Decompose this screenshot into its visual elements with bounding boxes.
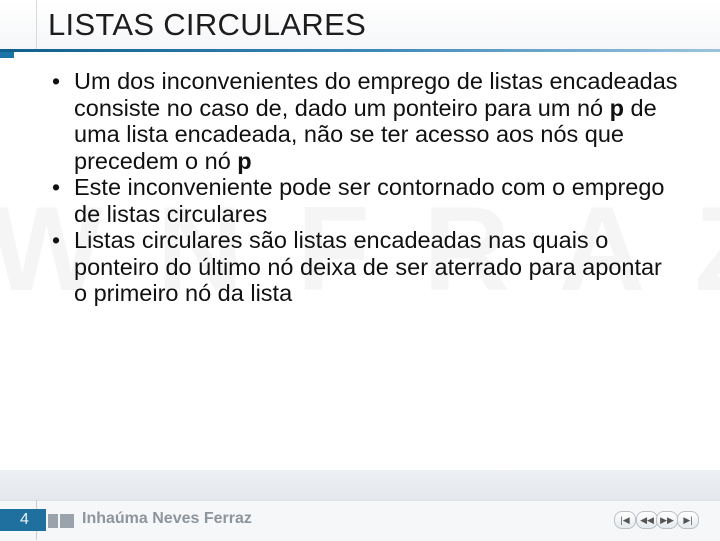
last-icon: ▶| [683,515,693,525]
bullet-list [48,68,678,307]
next-slide-button[interactable] [656,511,678,529]
bullet-item [48,68,678,174]
first-slide-button[interactable] [614,511,636,529]
bullet-dot-icon: • [52,68,61,94]
bullet-dot-icon: • [52,174,61,200]
bullet-text: Listas circulares são listas encadeadas nas quais o ponteiro do último nó deixa de ser aterrado para apontar o primeiro nó da lista [74,227,662,306]
footer-marker [48,514,58,528]
bullet-code: p [237,147,252,174]
slide-content [48,68,678,307]
bullet-item [48,227,678,307]
next-icon: ▶▶ [660,515,674,525]
title-accent-block [0,52,14,58]
prev-slide-button[interactable] [636,511,658,529]
footer-band [0,470,720,500]
bullet-dot-icon: • [52,227,61,253]
author-name: Inhaúma Neves Ferraz [82,510,252,527]
footer-marker [60,514,74,528]
page-number: 4 [20,511,29,528]
bullet-item [48,174,678,227]
bullet-code: p [609,94,624,121]
first-icon: |◀ [620,515,630,525]
title-accent-line [0,49,720,52]
slide-title: LISTAS CIRCULARES [48,7,367,42]
bullet-text: Um dos inconvenientes do emprego de listas encadeadas consiste no caso de, dado um ponteiro para um nó [74,68,678,121]
prev-icon: ◀◀ [640,515,654,525]
page-number-box [0,509,46,531]
bullet-text: de uma lista encadeada, não se ter acesso aos nós que precedem o nó [74,94,657,174]
bullet-text: Este inconveniente pode ser contornado com o emprego de listas circulares [74,174,665,227]
last-slide-button[interactable] [677,511,699,529]
title-divider [36,0,37,52]
